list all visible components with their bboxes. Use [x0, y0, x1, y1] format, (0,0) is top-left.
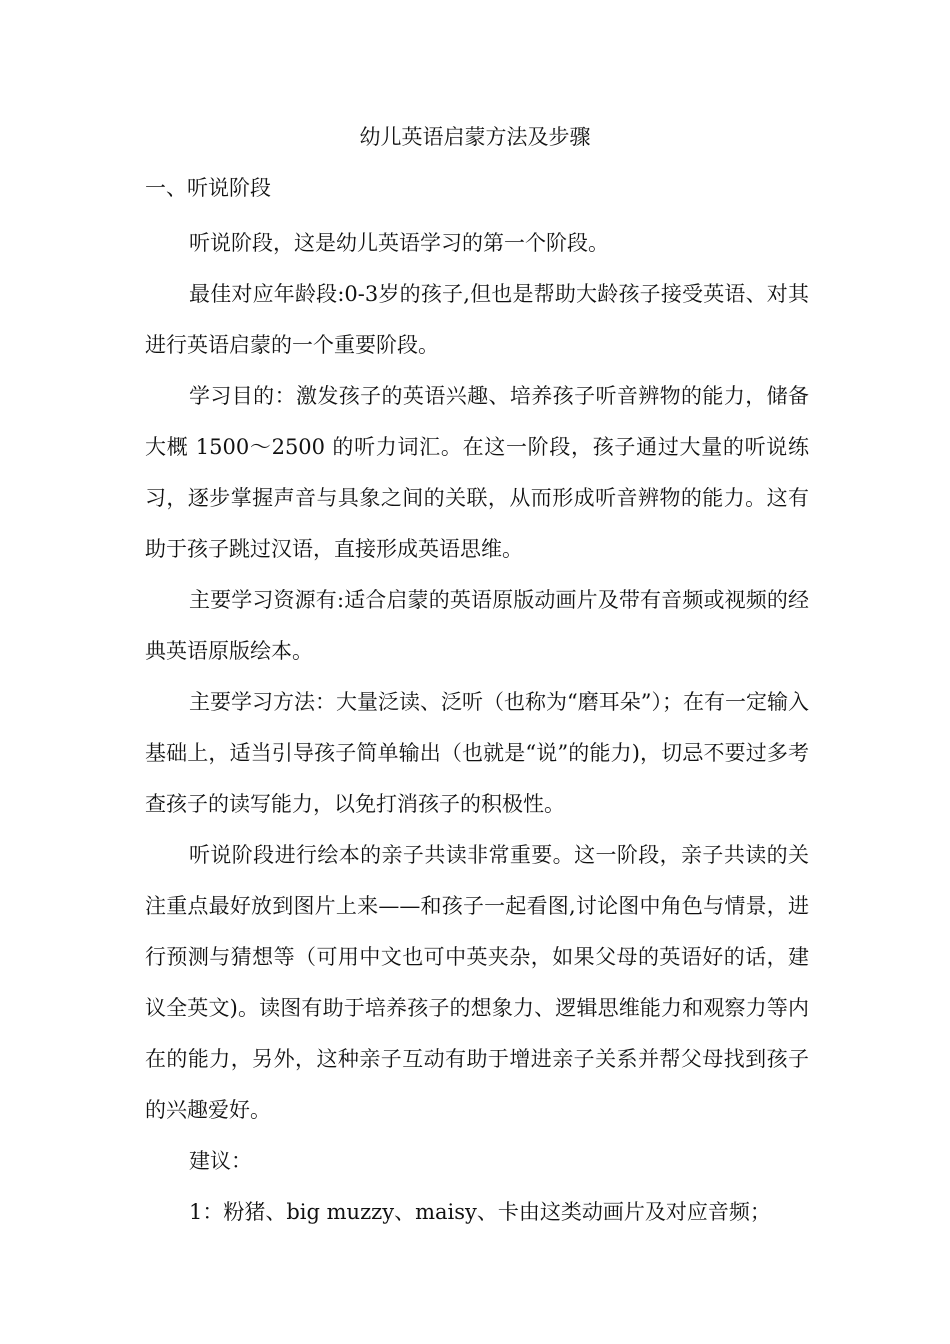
- paragraph-learning-goal: 学习目的：激发孩子的英语兴趣、培养孩子听音辨物的能力，储备大概 1500～2500 的听力词汇。在这一阶段，孩子通过大量的听说练习，逐步掌握声音与具象之间的关联，从而形成听音辨物的能力。这有助于孩子跳过汉语，直接形成英语思维。: [145, 384, 809, 561]
- paragraph-suggestion-label: 建议：: [189, 1149, 252, 1173]
- paragraph-age-range: 最佳对应年龄段:0-3岁的孩子,但也是帮助大龄孩子接受英语、对其进行英语启蒙的一个重要阶段。: [145, 282, 809, 357]
- paragraph-suggestion-1: 1：粉猪、big muzzy、maisy、卡由这类动画片及对应音频；: [189, 1200, 771, 1224]
- document-body: [145, 218, 809, 1238]
- section-heading: 一、听说阶段: [145, 176, 271, 200]
- paragraph-intro: 听说阶段，这是幼儿英语学习的第一个阶段。: [189, 231, 609, 255]
- document-title: 幼儿英语启蒙方法及步骤: [359, 125, 591, 149]
- paragraph-methods: 主要学习方法：大量泛读、泛听（也称为“磨耳朵”）；在有一定输入基础上，适当引导孩子简单输出（也就是“说”的能力)，切忌不要过多考查孩子的读写能力，以免打消孩子的积极性。: [145, 690, 809, 816]
- paragraph-shared-reading: 听说阶段进行绘本的亲子共读非常重要。这一阶段，亲子共读的关注重点最好放到图片上来——和孩子一起看图,讨论图中角色与情景，进行预测与猜想等（可用中文也可中英夹杂，如果父母的英语好的话，建议全英文)。读图有助于培养孩子的想象力、逻辑思维能力和观察力等内在的能力，另外，这种亲子互动有助于增进亲子关系并帮父母找到孩子的兴趣爱好。: [145, 843, 809, 1122]
- paragraph-resources: 主要学习资源有:适合启蒙的英语原版动画片及带有音频或视频的经典英语原版绘本。: [145, 588, 809, 663]
